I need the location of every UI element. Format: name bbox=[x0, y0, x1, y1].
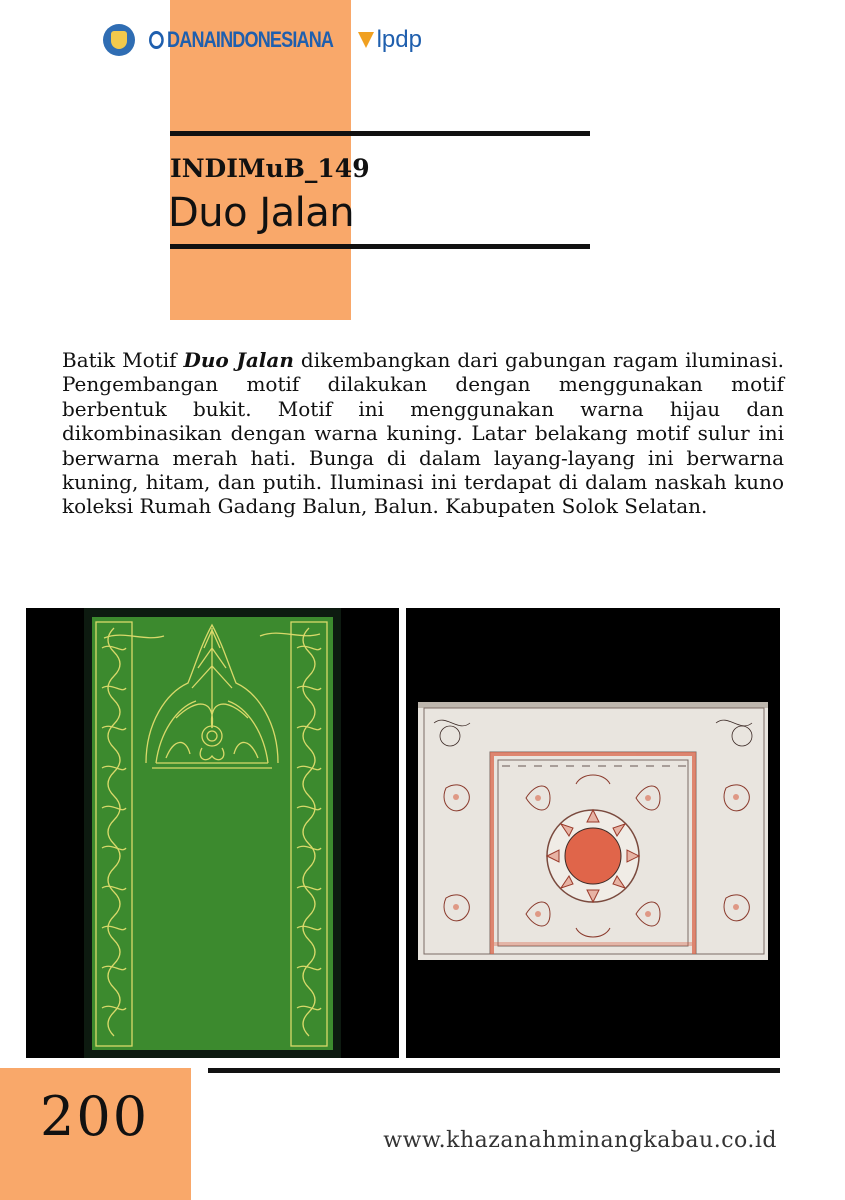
lpdp-mark-icon bbox=[358, 32, 374, 48]
batik-motif-image bbox=[26, 608, 399, 1058]
dana-indonesiana-text: DANAINDONESIANA bbox=[167, 27, 334, 52]
lpdp-logo bbox=[358, 26, 422, 54]
description-motif-name: Duo Jalan bbox=[183, 348, 294, 372]
title-rule-top bbox=[170, 131, 590, 136]
manuscript-illustration bbox=[406, 608, 780, 1058]
entry-code: INDIMuB_149 bbox=[170, 154, 370, 183]
footer-rule bbox=[208, 1068, 780, 1073]
description-prefix: Batik Motif bbox=[62, 348, 184, 372]
batik-motif-illustration bbox=[26, 608, 399, 1058]
dana-indonesiana-ring-icon bbox=[149, 31, 164, 49]
website-url: www.khazanahminangkabau.co.id bbox=[383, 1128, 777, 1153]
page-number: 200 bbox=[40, 1085, 150, 1148]
lpdp-text: lpdp bbox=[376, 26, 422, 53]
dana-indonesiana-logo bbox=[149, 27, 333, 53]
description-body: dikembangkan dari gabungan ragam iluminasi. Pengembangan motif dilakukan dengan menggunakan motif berbentuk bukit. Motif ini menggunakan warna hijau dan dikombinasikan dengan warna kuning. Latar belakang motif sulur ini berwarna merah hati. Bunga di dalam layang-layang ini berwarna kuning, hitam, dan putih. Iluminasi ini terdapat di dalam naskah kuno koleksi Rumah Gadang Balun, Balun. Kabupaten Solok Selatan. bbox=[62, 348, 784, 519]
description-paragraph bbox=[62, 348, 784, 519]
entry-title: Duo Jalan bbox=[168, 190, 355, 236]
kemdikbud-seal-icon bbox=[103, 24, 135, 56]
title-rule-bottom bbox=[170, 244, 590, 249]
manuscript-illumination-image bbox=[406, 608, 780, 1058]
logo-bar bbox=[103, 22, 422, 58]
